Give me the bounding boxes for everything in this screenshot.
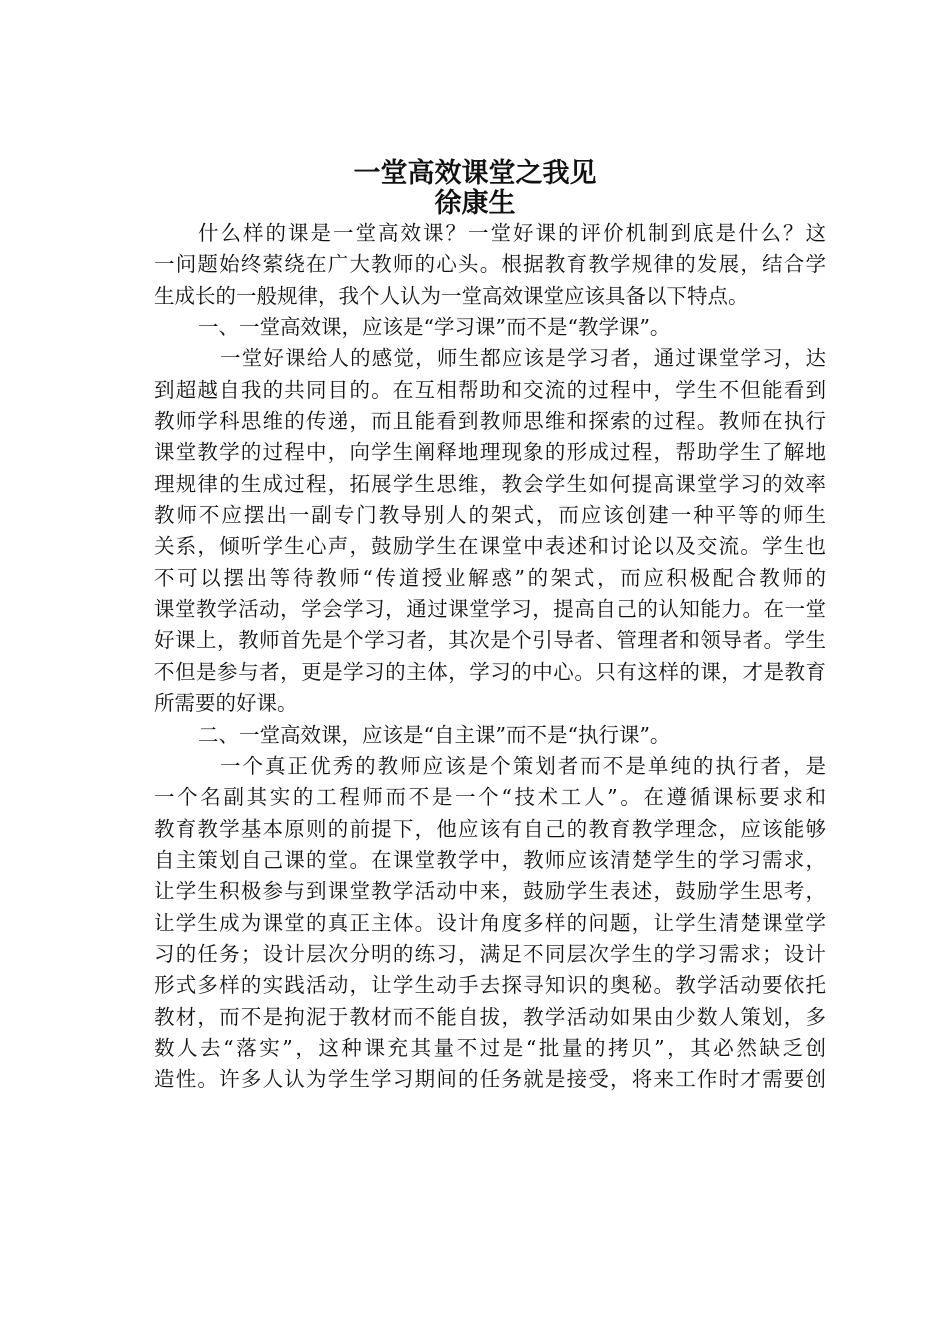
section-heading: 一、一堂高效课，应该是“学习课”而不是“教学课”。	[198, 315, 671, 340]
text-line: 到超越自我的共同目的。在互相帮助和交流的过程中，学生不但能看到	[154, 377, 826, 402]
document-body	[154, 218, 826, 1096]
text-line: 不但是参与者，更是学习的主体，学习的中心。只有这样的课，才是教育	[154, 659, 826, 684]
text-line: 让学生积极参与到课堂教学活动中来，鼓励学生表述，鼓励学生思考，	[154, 879, 826, 904]
text-line: 教育教学基本原则的前提下，他应该有自己的教育教学理念，应该能够	[154, 816, 826, 841]
text-line: 好课上，教师首先是个学习者，其次是个引导者、管理者和领导者。学生	[154, 628, 826, 653]
text-line: 课堂教学活动，学会学习，通过课堂学习，提高自己的认知能力。在一堂	[154, 597, 826, 622]
document-title: 一堂高效课堂之我见	[353, 158, 597, 189]
text-line: 所需要的好课。	[154, 691, 298, 716]
text-line: 关系，倾听学生心声，鼓励学生在课堂中表述和讨论以及交流。学生也	[154, 534, 826, 559]
text-line: 不可以摆出等待教师“传道授业解惑”的架式，而应积极配合教师的	[154, 565, 826, 590]
text-line: 生成长的一般规律，我个人认为一堂高效课堂应该具备以下特点。	[154, 283, 749, 308]
text-line: 一个真正优秀的教师应该是个策划者而不是单纯的执行者，是	[220, 753, 826, 778]
text-line: 自主策划自己课的堂。在课堂教学中，教师应该清楚学生的学习需求，	[154, 847, 826, 872]
text-line: 习的任务；设计层次分明的练习，满足不同层次学生的学习需求；设计	[154, 941, 826, 966]
text-line: 一个名副其实的工程师而不是一个“技术工人”。在遵循课标要求和	[154, 785, 826, 810]
text-line: 一堂好课给人的感觉，师生都应该是学习者，通过课堂学习，达	[220, 346, 826, 371]
text-line: 造性。许多人认为学生学习期间的任务就是接受，将来工作时才需要创	[154, 1067, 826, 1092]
text-line: 教师学科思维的传递，而且能看到教师思维和探索的过程。教师在执行	[154, 409, 826, 434]
text-line: 让学生成为课堂的真正主体。设计角度多样的问题，让学生清楚课堂学	[154, 910, 826, 935]
text-line: 教师不应摆出一副专门教导别人的架式，而应该创建一种平等的师生	[154, 503, 826, 528]
text-line: 一问题始终萦绕在广大教师的心头。根据教育教学规律的发展，结合学	[154, 252, 826, 277]
section-heading: 二、一堂高效课，应该是“自主课”而不是“执行课”。	[198, 722, 671, 747]
text-line: 理规律的生成过程，拓展学生思维，教会学生如何提高课堂学习的效率	[154, 471, 826, 496]
text-line: 形式多样的实践活动，让学生动手去探寻知识的奥秘。教学活动要依托	[154, 973, 826, 998]
document-author: 徐康生	[434, 188, 516, 219]
text-line: 课堂教学的过程中，向学生阐释地理现象的形成过程，帮助学生了解地	[154, 440, 826, 465]
text-line: 数人去“落实”，这种课充其量不过是“批量的拷贝”，其必然缺乏创	[154, 1035, 826, 1060]
text-line: 教材，而不是拘泥于教材而不能自拔，教学活动如果由少数人策划，多	[154, 1004, 826, 1029]
text-line: 什么样的课是一堂高效课？一堂好课的评价机制到底是什么？这	[198, 221, 826, 245]
